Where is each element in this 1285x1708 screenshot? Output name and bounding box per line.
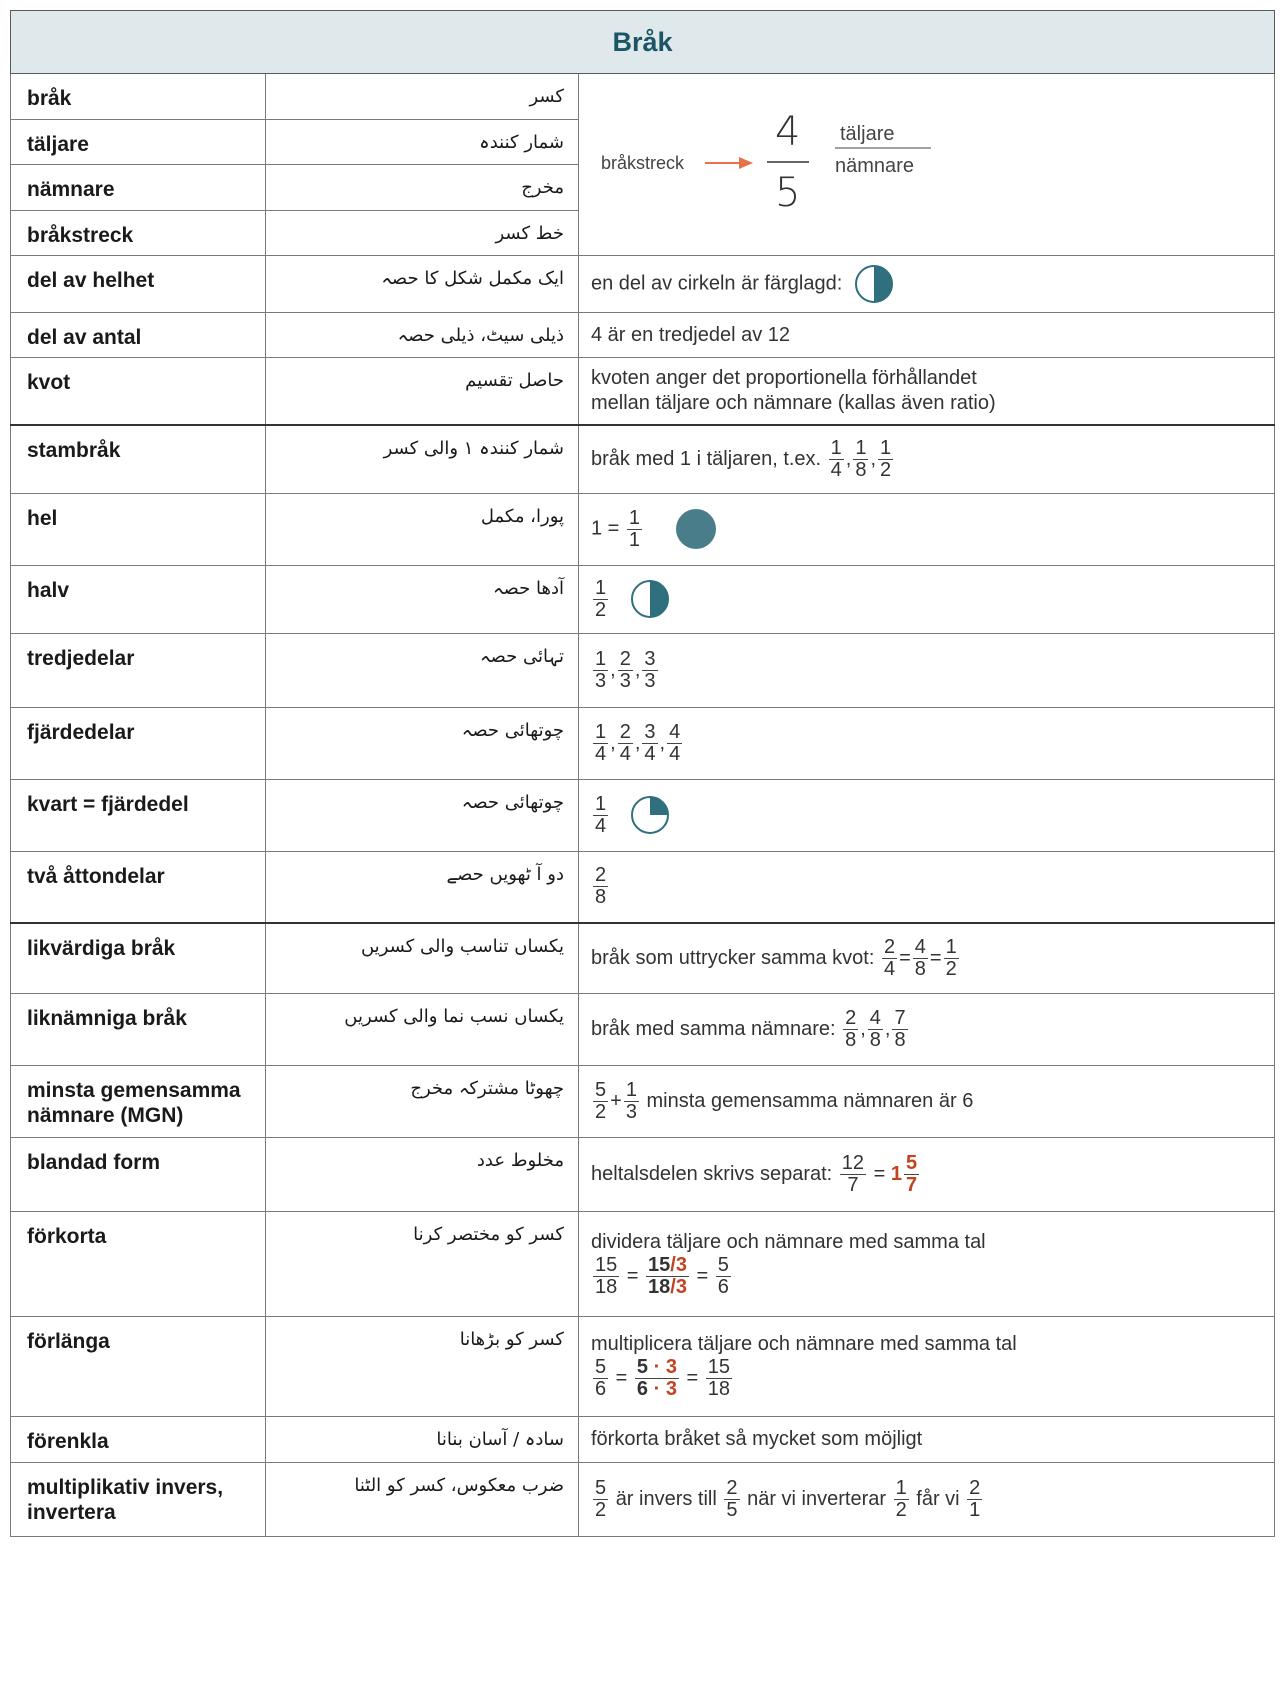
word-numerator: täljare bbox=[840, 123, 895, 145]
translation: ضرب معکوس، کسر کو الٹنا bbox=[266, 1462, 579, 1536]
term: förkorta bbox=[11, 1211, 266, 1316]
term: förenkla bbox=[11, 1416, 266, 1462]
translation: خط کسر bbox=[266, 210, 579, 256]
translation: شمار کنندہ bbox=[266, 119, 579, 165]
term: likvärdiga bråk bbox=[11, 923, 266, 993]
example: kvoten anger det proportionella förhållandet mellan täljare och nämnare (kallas även ratio) bbox=[579, 358, 1275, 426]
fraction-glossary-sheet bbox=[10, 10, 1274, 1537]
example: $\frac{1}{3}$ , $\frac{2}{3}$ , $\frac{3}{3}$ bbox=[579, 633, 1275, 707]
translation: کسر کو بڑھانا bbox=[266, 1316, 579, 1416]
example: förkorta bråket så mycket som möjligt bbox=[579, 1416, 1275, 1462]
diagram-denominator: 5 bbox=[775, 170, 801, 216]
diagram-label: bråkstreck bbox=[601, 153, 685, 173]
term: halv bbox=[11, 565, 266, 633]
term: minsta gemensamma nämnare (MGN) bbox=[11, 1065, 266, 1137]
example: en del av cirkeln är färglagd: bbox=[579, 256, 1275, 313]
quarter-circle-icon bbox=[630, 795, 670, 835]
translation: یکساں نسب نما والی کسریں bbox=[266, 993, 579, 1065]
term: kvot bbox=[11, 358, 266, 426]
diagram-numerator: 4 bbox=[775, 109, 801, 155]
translation: چھوٹا مشترکہ مخرج bbox=[266, 1065, 579, 1137]
term: kvart = fjärdedel bbox=[11, 779, 266, 851]
example: $\frac{1}{2}$ bbox=[579, 565, 1275, 633]
glossary-table bbox=[10, 10, 1275, 1537]
term: tredjedelar bbox=[11, 633, 266, 707]
example: multiplicera täljare och nämnare med samma tal $\frac{5}{6}$ = $\frac{5 \cdot 3}{6 \cdot 3}$ = $\frac{15}{18}$ bbox=[579, 1316, 1275, 1416]
translation: سادہ / آسان بنانا bbox=[266, 1416, 579, 1462]
term: hel bbox=[11, 493, 266, 565]
translation: مخلوط عدد bbox=[266, 1137, 579, 1211]
translation: پورا، مکمل bbox=[266, 493, 579, 565]
fraction-diagram-cell bbox=[579, 74, 1275, 256]
translation: مخرج bbox=[266, 165, 579, 211]
fraction-diagram bbox=[579, 74, 1275, 250]
translation: شمار کنندہ ۱ والی کسر bbox=[266, 425, 579, 493]
translation: تہائی حصہ bbox=[266, 633, 579, 707]
example: 4 är en tredjedel av 12 bbox=[579, 313, 1275, 358]
term: liknämniga bråk bbox=[11, 993, 266, 1065]
example: $\frac{5}{2}$ är invers till $\frac{2}{5}$ när vi inverterar $\frac{1}{2}$ får vi $\frac{2}{1}$ bbox=[579, 1462, 1275, 1536]
term: täljare bbox=[11, 119, 266, 165]
term: förlänga bbox=[11, 1316, 266, 1416]
example: $\frac{1}{4}$ , $\frac{2}{4}$ , $\frac{3}{4}$ , $\frac{4}{4}$ bbox=[579, 707, 1275, 779]
translation: آدھا حصہ bbox=[266, 565, 579, 633]
example: dividera täljare och nämnare med samma tal $\frac{15}{18}$ = $\frac{15/3}{18/3}$ = $\frac{5}{6}$ bbox=[579, 1211, 1275, 1316]
term: fjärdedelar bbox=[11, 707, 266, 779]
example: $\frac{5}{2}$ + $\frac{1}{3}$ minsta gemensamma nämnaren är 6 bbox=[579, 1065, 1275, 1137]
translation: حاصل تقسیم bbox=[266, 358, 579, 426]
translation: کسر bbox=[266, 74, 579, 120]
term: stambråk bbox=[11, 425, 266, 493]
word-denominator: nämnare bbox=[835, 155, 914, 177]
translation: کسر کو مختصر کرنا bbox=[266, 1211, 579, 1316]
example: $\frac{1}{4}$ bbox=[579, 779, 1275, 851]
arrow-icon bbox=[739, 157, 753, 169]
full-circle-icon bbox=[674, 507, 718, 551]
term: del av antal bbox=[11, 313, 266, 358]
translation: چوتھائی حصہ bbox=[266, 707, 579, 779]
page-title: Bråk bbox=[11, 11, 1275, 74]
translation: دو آ ٹھویں حصے bbox=[266, 851, 579, 923]
translation: چوتھائی حصہ bbox=[266, 779, 579, 851]
half-circle-icon bbox=[854, 264, 894, 304]
translation: ذیلی سیٹ، ذیلی حصہ bbox=[266, 313, 579, 358]
example: 1 = $\frac{1}{1}$ bbox=[579, 493, 1275, 565]
translation: ایک مکمل شکل کا حصہ bbox=[266, 256, 579, 313]
half-circle-icon bbox=[630, 579, 670, 619]
term: del av helhet bbox=[11, 256, 266, 313]
example: bråk som uttrycker samma kvot: $\frac{2}{4}$ = $\frac{4}{8}$ = $\frac{1}{2}$ bbox=[579, 923, 1275, 993]
term: multiplikativ invers, invertera bbox=[11, 1462, 266, 1536]
term: bråkstreck bbox=[11, 210, 266, 256]
translation: یکساں تناسب والی کسریں bbox=[266, 923, 579, 993]
example: bråk med 1 i täljaren, t.ex. $\frac{1}{4}$ , $\frac{1}{8}$ , $\frac{1}{2}$ bbox=[579, 425, 1275, 493]
example: $\frac{2}{8}$ bbox=[579, 851, 1275, 923]
example: heltalsdelen skrivs separat: $\frac{12}{7}$ = 1 $\frac{5}{7}$ bbox=[579, 1137, 1275, 1211]
term: bråk bbox=[11, 74, 266, 120]
example: bråk med samma nämnare: $\frac{2}{8}$ , $\frac{4}{8}$ , $\frac{7}{8}$ bbox=[579, 993, 1275, 1065]
term: två åttondelar bbox=[11, 851, 266, 923]
term: blandad form bbox=[11, 1137, 266, 1211]
term: nämnare bbox=[11, 165, 266, 211]
